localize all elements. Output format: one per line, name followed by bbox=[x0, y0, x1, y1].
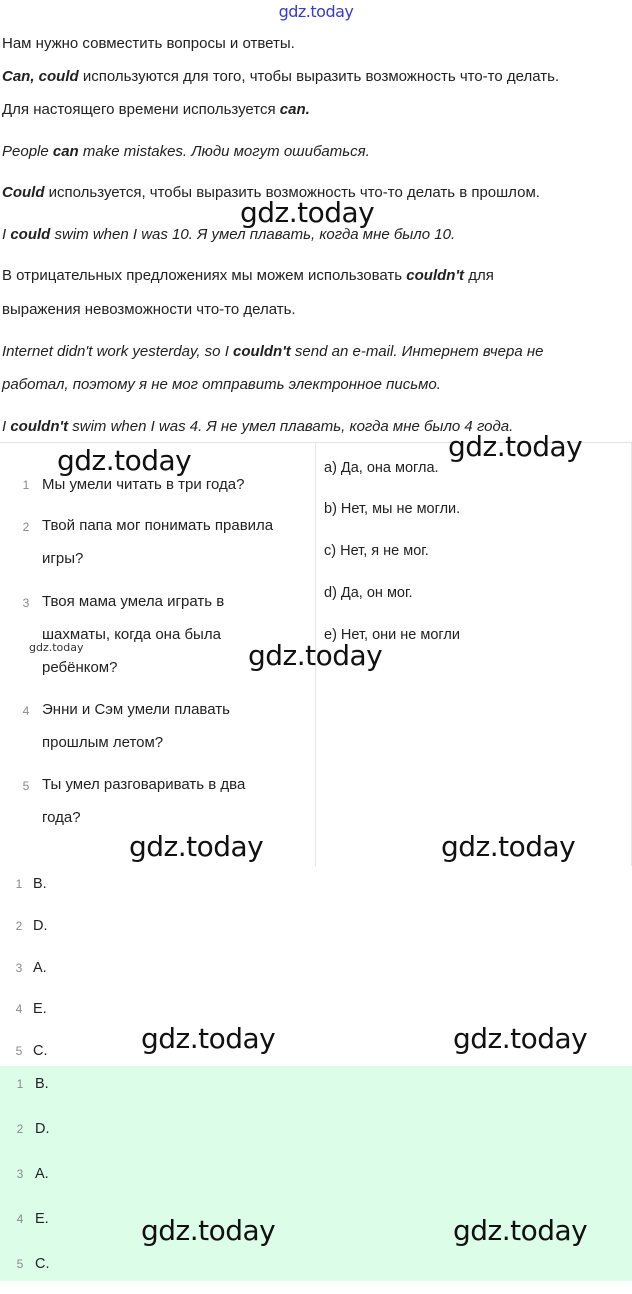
question-text: Ты умел разговаривать в два года? bbox=[42, 776, 246, 826]
top-watermark: gdz.today bbox=[278, 2, 354, 21]
watermark: gdz.today bbox=[248, 639, 383, 672]
watermark: gdz.today bbox=[141, 1022, 276, 1055]
key-value: B. bbox=[33, 876, 47, 892]
question-number: 2 bbox=[22, 520, 30, 534]
answer-option: d) Да, он мог. bbox=[324, 585, 413, 601]
answer-number: 2 bbox=[16, 1122, 24, 1136]
answer-option: c) Нет, я не мог. bbox=[324, 543, 429, 559]
answer-option: e) Нет, они не могли bbox=[324, 627, 460, 643]
question-text: Твой папа мог понимать правила игры? bbox=[42, 517, 274, 567]
watermark-small: gdz.today bbox=[29, 641, 84, 654]
key-value: E. bbox=[33, 1001, 47, 1017]
answer-value: B. bbox=[35, 1076, 49, 1092]
answer-list-item bbox=[0, 1074, 632, 1114]
intro-paragraph-3: Для настоящего времени используется can. bbox=[2, 101, 310, 118]
key-number: 3 bbox=[15, 961, 23, 975]
watermark: gdz.today bbox=[453, 1022, 588, 1055]
key-list-item bbox=[0, 874, 632, 914]
watermark: gdz.today bbox=[129, 830, 264, 863]
key-number: 5 bbox=[15, 1044, 23, 1058]
answer-list-item bbox=[0, 1119, 632, 1159]
answer-value: A. bbox=[35, 1166, 49, 1182]
question-text: Твоя мама умела играть в шахматы, когда она была ребёнком? bbox=[42, 593, 225, 676]
answer-number: 3 bbox=[16, 1167, 24, 1181]
answer-list-item bbox=[0, 1164, 632, 1204]
question-text: Энни и Сэм умели плавать прошлым летом? bbox=[42, 701, 230, 751]
intro-paragraph-2: Can, could используются для того, чтобы выразить возможность что-то делать. bbox=[2, 68, 560, 85]
question-number: 3 bbox=[22, 596, 30, 610]
question-text: Мы умели читать в три года? bbox=[42, 476, 245, 493]
answer-value: D. bbox=[35, 1121, 50, 1137]
example-couldnt-1a: Internet didn't work yesterday, so I couldn't send an e-mail. Интернет вчера не bbox=[2, 343, 544, 360]
watermark: gdz.today bbox=[141, 1214, 276, 1247]
answer-option: b) Нет, мы не могли. bbox=[324, 501, 461, 517]
question-number: 4 bbox=[22, 704, 30, 718]
answer-option: a) Да, она могла. bbox=[324, 460, 439, 476]
watermark: gdz.today bbox=[240, 196, 375, 229]
answer-list-item bbox=[0, 1254, 632, 1294]
watermark: gdz.today bbox=[57, 444, 192, 477]
example-couldnt-2: I couldn't swim when I was 4. Я не умел плавать, когда мне было 4 года. bbox=[2, 418, 514, 435]
answer-number: 5 bbox=[16, 1257, 24, 1271]
watermark: gdz.today bbox=[441, 830, 576, 863]
answer-number: 4 bbox=[16, 1212, 24, 1226]
key-value: C. bbox=[33, 1043, 48, 1059]
answer-number: 1 bbox=[16, 1077, 24, 1091]
example-can: People can make mistakes. Люди могут ошибаться. bbox=[2, 143, 370, 160]
watermark: gdz.today bbox=[453, 1214, 588, 1247]
key-number: 1 bbox=[15, 877, 23, 891]
answer-value: E. bbox=[35, 1211, 49, 1227]
intro-paragraph-negative-1: В отрицательных предложениях мы можем использовать couldn't для bbox=[2, 267, 494, 284]
question-number: 5 bbox=[22, 779, 30, 793]
question-number: 1 bbox=[22, 478, 30, 492]
key-value: D. bbox=[33, 918, 48, 934]
intro-paragraph-negative-2: выражения невозможности что-то делать. bbox=[2, 301, 296, 318]
intro-paragraph-could: Could используется, чтобы выразить возможность что-то делать в прошлом. bbox=[2, 184, 540, 201]
key-number: 4 bbox=[15, 1002, 23, 1016]
key-list-item bbox=[0, 958, 632, 998]
example-could: I could swim when I was 10. Я умел плавать, когда мне было 10. bbox=[2, 226, 456, 243]
key-number: 2 bbox=[15, 919, 23, 933]
key-value: A. bbox=[33, 960, 47, 976]
example-couldnt-1b: работал, поэтому я не мог отправить электронное письмо. bbox=[2, 376, 441, 393]
key-list-item bbox=[0, 916, 632, 956]
answer-value: C. bbox=[35, 1256, 50, 1272]
watermark: gdz.today bbox=[448, 430, 583, 463]
intro-paragraph-1: Нам нужно совместить вопросы и ответы. bbox=[2, 35, 295, 52]
